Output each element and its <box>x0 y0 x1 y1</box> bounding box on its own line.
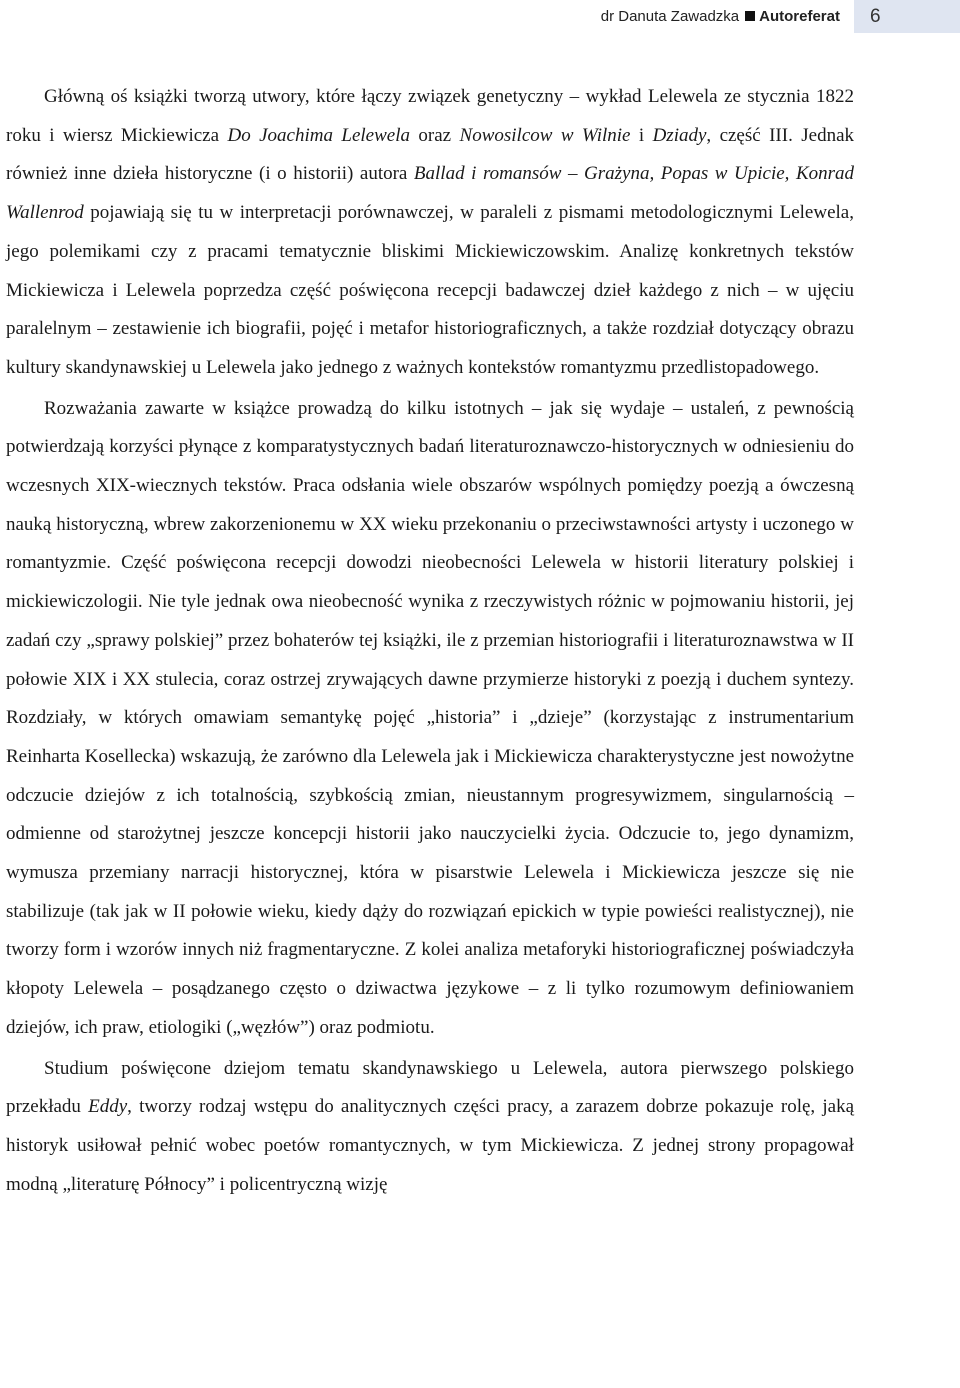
text-run: i <box>630 124 653 146</box>
text-run: oraz <box>409 124 460 146</box>
text-run: , część III. Jednak również inne dzieła historyczne (i o historii) autora <box>6 124 855 185</box>
italic-title: Nowosilcow w Wilnie <box>459 124 631 146</box>
paragraph-3 <box>6 1050 854 1205</box>
black-square-icon <box>745 11 755 21</box>
running-header <box>601 8 840 25</box>
italic-title: Do Joachima Lelewela <box>227 124 410 146</box>
text-run: Główną oś książki tworzą utwory, które łączy związek genetyczny – wykład Lelewela ze stycznia 1822 roku i wiersz Mickiewicza <box>6 86 854 146</box>
header-section-title: Autoreferat <box>759 8 840 25</box>
paragraph-1 <box>6 78 854 388</box>
italic-title: Grażyna, Popas w Upicie, Konrad Wallenrod <box>6 163 855 224</box>
text-run: , tworzy rodzaj wstępu do analitycznych części pracy, a zarazem dobrze pokazuje rolę, jaką historyk usiłował pełnić wobec poetów romantycznych, w tym Mickiewicza. Z jednej strony propagował modną „literaturę Północy” i policentryczną wizję <box>6 1096 855 1195</box>
text-run: – <box>561 163 585 185</box>
italic-title: Ballad i romansów <box>413 163 562 185</box>
italic-title: Eddy <box>88 1096 128 1118</box>
page-number: 6 <box>854 0 960 33</box>
header-author: dr Danuta Zawadzka <box>600 8 740 25</box>
italic-title: Dziady <box>652 124 707 146</box>
page-header <box>0 0 960 34</box>
document-body <box>6 78 854 1204</box>
paragraph-2: Rozważania zawarte w książce prowadzą do kilku istotnych – jak się wydaje – ustaleń, z pewnością potwierdzają korzyści płynące z komparatystycznych badań literaturoznawczo-historycznych w odniesieniu do wczesnych XIX-wiecznych tekstów. Praca odsłania wiele obszarów wspólnych pomiędzy poezją a ówczesną nauką historyczną, wbrew zakorzenionemu w XX wieku przekonaniu o przeciwstawności artysty i uczonego w romantyzmie. Część poświęcona recepcji dowodzi nieobecności Lelewela w historii literatury polskiej i mickiewiczologii. Nie tyle jednak owa nieobecność wynika z rzeczywistych różnic w pojmowaniu historii, jej zadań czy „sprawy polskiej” przez bohaterów tej książki, ile z przemian historiografii i literaturoznawstwa w II połowie XIX i XX stulecia, coraz ostrzej zrywających dawne przymierze historyki z poezją i duchem syntezy. Rozdziały, w których omawiam semantykę pojęć „historia” i „dzieje” (korzystając z instrumentarium Reinharta Kosellecka) wskazują, że zarówno dla Lelewela jak i Mickiewicza charakterystyczne jest nowożytne odczucie dziejów z ich totalnością, szybkością zmian, nieustannym progresywizmem, singularnością – odmienne od starożytnej jeszcze koncepcji historii jako nauczycielki życia. Odczucie to, jego dynamizm, wymusza przemiany narracji historycznej, która w pisarstwie Lelewela i Mickiewicza jeszcze się nie stabilizuje (tak jak w II połowie wieku, kiedy dąży do rozwiązań epickich w typie powieści realistycznej), nie tworzy form i wzorów innych niż fragmentaryczne. Z kolei analiza metaforyki historiograficznej poświadczyła kłopoty Lelewela – posądzanego często o dziwactwa językowe – z li tylko rozumowym definiowaniem dziejów, ich praw, etiologiki („węzłów”) oraz podmiotu. <box>6 397 854 1038</box>
text-run: Studium poświęcone dziejom tematu skandynawskiego u Lelewela, autora pierwszego polskiego przekładu <box>6 1057 854 1118</box>
text-run: pojawiają się tu w interpretacji porównawczej, w paraleli z pismami metodologicznymi Lelewela, jego polemikami czy z pracami tematycznie bliskimi Mickiewiczowskim. Analizę konkretnych tekstów Mickiewicza i Lelewela poprzedza część poświęcona recepcji badawczej dzieł każdego z nich – w ujęciu paralelnym – zestawienie ich biografii, pojęć i metafor historiograficznych, a także rozdział dotyczący obrazu kultury skandynawskiej u Lelewela jako jednego z ważnych kontekstów romantyzmu przedlistopadowego. <box>6 202 854 378</box>
